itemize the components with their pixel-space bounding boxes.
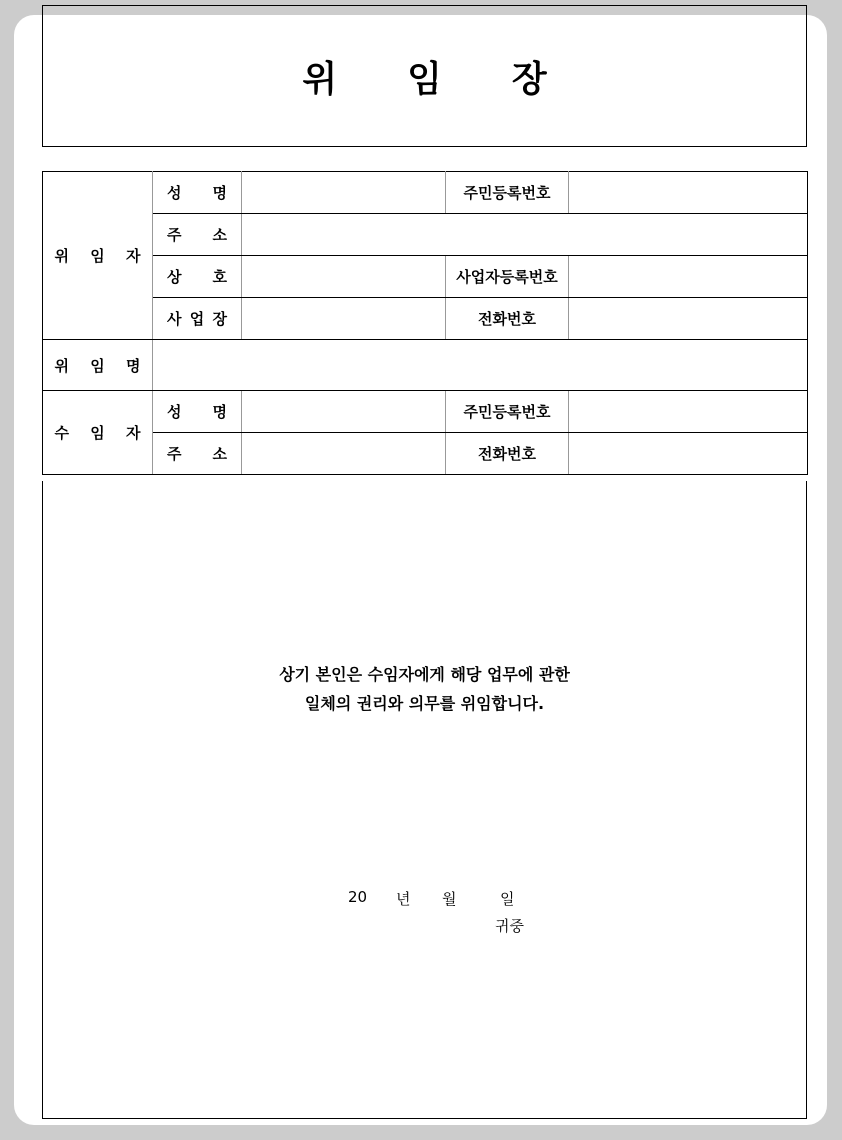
label-part: 주 <box>167 445 182 463</box>
label-part: 업 <box>189 310 205 328</box>
field-label-company-name <box>153 256 242 298</box>
date-year-unit: 년 <box>396 890 411 908</box>
field-label-phone: 전화번호 <box>446 298 569 340</box>
delegation-form-table <box>42 171 808 475</box>
delegate-resident-number-field[interactable] <box>569 391 808 433</box>
label-part: 성 <box>167 184 182 202</box>
table-row <box>43 340 808 391</box>
statement-box <box>42 481 807 1119</box>
delegator-phone-field[interactable] <box>569 298 808 340</box>
label-part: 소 <box>212 226 227 244</box>
table-row <box>43 214 808 256</box>
title-box <box>42 5 807 147</box>
delegator-address-field[interactable] <box>242 214 808 256</box>
delegation-name-label: 위 임 명 <box>43 340 153 391</box>
delegate-address-field[interactable] <box>242 433 446 475</box>
field-label-resident-number: 주민등록번호 <box>446 172 569 214</box>
label-part: 주 <box>167 226 182 244</box>
delegator-workplace-field[interactable] <box>242 298 446 340</box>
delegate-name-field[interactable] <box>242 391 446 433</box>
label-part: 장 <box>212 310 227 328</box>
delegator-name-field[interactable] <box>242 172 446 214</box>
field-label-resident-number: 주민등록번호 <box>446 391 569 433</box>
table-row <box>43 433 808 475</box>
delegation-statement <box>43 660 806 718</box>
recipient-suffix: 귀중 <box>495 917 524 935</box>
date-line <box>348 888 515 909</box>
table-row <box>43 172 808 214</box>
label-part: 성 <box>167 403 182 421</box>
field-label-address <box>153 433 242 475</box>
field-label-name <box>153 172 242 214</box>
delegate-group-label: 수 임 자 <box>43 391 153 475</box>
statement-line: 상기 본인은 수임자에게 해당 업무에 관한 <box>279 665 570 684</box>
label-part: 호 <box>212 268 227 286</box>
field-label-address <box>153 214 242 256</box>
statement-line: 일체의 권리와 의무를 위임합니다. <box>304 694 545 713</box>
label-part: 사 <box>167 310 182 328</box>
field-label-workplace <box>153 298 242 340</box>
date-month-unit: 월 <box>442 890 457 908</box>
title-char: 위 <box>302 58 338 100</box>
title-char: 장 <box>511 58 547 100</box>
label-part: 상 <box>167 268 182 286</box>
field-label-name <box>153 391 242 433</box>
title-char: 임 <box>407 58 442 100</box>
table-row <box>43 256 808 298</box>
date-day-unit: 일 <box>500 890 515 908</box>
label-part: 소 <box>212 445 227 463</box>
label-part: 명 <box>212 184 227 202</box>
delegation-name-field[interactable] <box>153 340 808 391</box>
label-part: 명 <box>212 403 227 421</box>
date-year-prefix: 20 <box>348 888 368 906</box>
field-label-phone: 전화번호 <box>446 433 569 475</box>
delegate-phone-field[interactable] <box>569 433 808 475</box>
field-label-business-number: 사업자등록번호 <box>446 256 569 298</box>
document-title <box>302 51 546 102</box>
delegator-group-label: 위 임 자 <box>43 172 153 340</box>
table-row <box>43 391 808 433</box>
delegator-company-name-field[interactable] <box>242 256 446 298</box>
table-row <box>43 298 808 340</box>
delegator-resident-number-field[interactable] <box>569 172 808 214</box>
delegator-business-number-field[interactable] <box>569 256 808 298</box>
